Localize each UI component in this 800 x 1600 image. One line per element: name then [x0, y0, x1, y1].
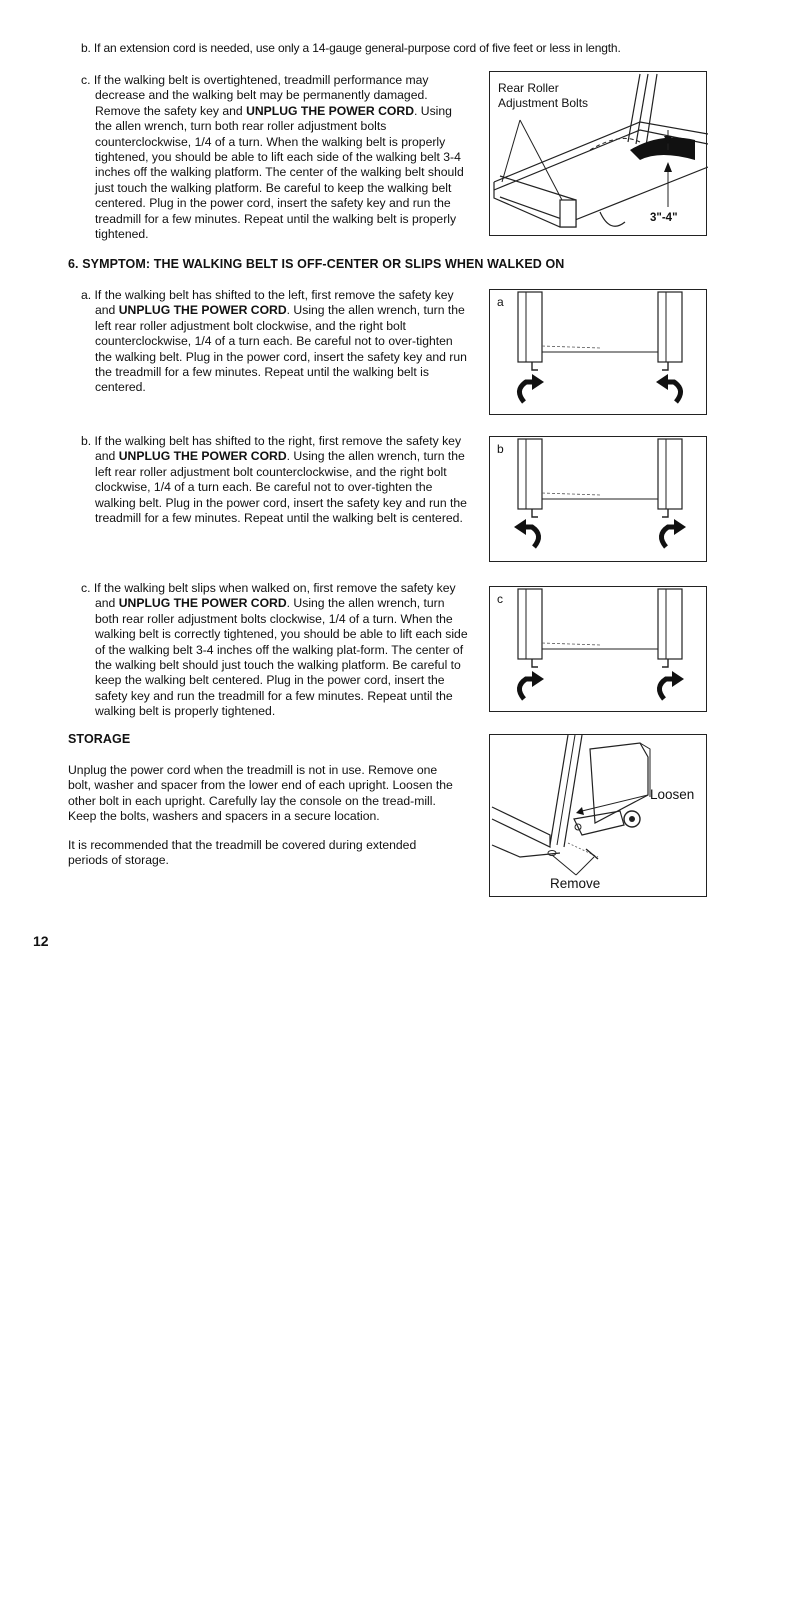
figure-a	[489, 289, 707, 415]
item-6b-bold: UNPLUG THE POWER CORD	[118, 449, 287, 464]
loosen-label: Loosen	[650, 787, 695, 802]
item-6b-text	[81, 434, 471, 526]
storage-heading: STORAGE	[68, 732, 131, 746]
storage-paragraph-2: It is recommended that the treadmill be covered during extended periods of storage.	[68, 838, 417, 868]
item-c-overtightened-text	[81, 73, 471, 242]
item-b-extension-text: b. If an extension cord is needed, use only a 14-gauge general-purpose cord of five feet or less in length.	[81, 41, 621, 55]
figure-b	[489, 436, 707, 562]
item-6b-lead: b. If the walking belt has shifted to the right, first remove the safety key and	[81, 434, 462, 464]
figure-c	[489, 586, 707, 712]
page-number: 12	[33, 933, 49, 949]
item-6a-rest: . Using the allen wrench, turn the left rear roller adjustment bolt clockwise, and the right bolt counterclockwise, 1/4 of a turn each. Be careful not to over-tighten the walking belt. Plug in the power cord, insert the safety key and run the treadmill for a few minutes. Repeat until the walking belt is centered.	[95, 303, 467, 395]
item-6a-bold: UNPLUG THE POWER CORD	[118, 303, 287, 318]
storage-illustration	[490, 735, 708, 898]
figure-c-label: c	[497, 592, 503, 606]
symptom-6-heading: 6. SYMPTOM: THE WALKING BELT IS OFF-CENTER OR SLIPS WHEN WALKED ON	[68, 257, 565, 271]
item-c-rest: . Using the allen wrench, turn both rear roller adjustment bolts counterclockwise, 1/4 of a turn. When the walking belt is properly tightened, you should be able to lift each side of the walking belt 3-4 inches off the walking platform. The center of the walking belt should just touch the walking platform. Be careful to keep the walking belt centered. Plug in the power cord, insert the safety key and run the treadmill for a few minutes. Repeat until the walking belt is properly tightened.	[95, 103, 464, 242]
item-6c-rest: . Using the allen wrench, turn both rear roller adjustment bolts clockwise, 1/4 of a turn. When the walking belt is correctly tightened, you should be able to lift each side of the walking belt 3-4 inches off the walking plat-form. The center of the walking belt should just touch the walking platform. Be careful to keep the walking belt centered. Plug in the power cord, insert the safety key and run the treadmill for a few minutes. Repeat until the walking belt is properly tightened.	[95, 596, 468, 719]
remove-label: Remove	[550, 876, 601, 891]
figure-a-label: a	[497, 295, 504, 309]
rear-roller-label-line1: Rear Roller	[498, 81, 559, 95]
item-6a-text	[81, 288, 471, 396]
item-6a-lead: a. If the walking belt has shifted to the left, first remove the safety key and	[81, 288, 454, 318]
figure-c-illustration	[490, 587, 708, 713]
item-6c-lead: c. If the walking belt slips when walked on, first remove the safety key and	[81, 581, 456, 611]
item-6b-rest: . Using the allen wrench, turn the left rear roller adjustment bolt counterclockwise, and the right bolt clockwise, 1/4 of a turn each. Be careful not to over-tighten the walking belt. Plug in the power cord, insert the safety key and run the treadmill for a few minutes. Repeat until the walking belt is centered.	[95, 449, 467, 526]
figure-storage	[489, 734, 707, 897]
figure-b-illustration	[490, 437, 708, 563]
item-6c-bold: UNPLUG THE POWER CORD	[118, 596, 287, 611]
item-6c-text	[81, 581, 471, 720]
rear-roller-label	[498, 81, 588, 111]
figure-rear-roller	[489, 71, 707, 236]
storage-paragraph-1: Unplug the power cord when the treadmill is not in use. Remove one bolt, washer and spacer from the lower end of each upright. Loosen the other bolt in each upright. Carefully lay the console on the tread-mill. Keep the bolts, washers and spacers in a secure location.	[68, 763, 453, 824]
measure-label: 3"-4"	[650, 212, 678, 224]
rear-roller-label-line2: Adjustment Bolts	[498, 96, 589, 110]
figure-a-illustration	[490, 290, 708, 416]
figure-b-label: b	[497, 442, 504, 456]
item-c-lead: c. If the walking belt is overtightened, treadmill performance may decrease and the walking belt may be permanently damaged. Remove the safety key and	[81, 73, 429, 118]
item-c-bold: UNPLUG THE POWER CORD	[246, 103, 414, 118]
